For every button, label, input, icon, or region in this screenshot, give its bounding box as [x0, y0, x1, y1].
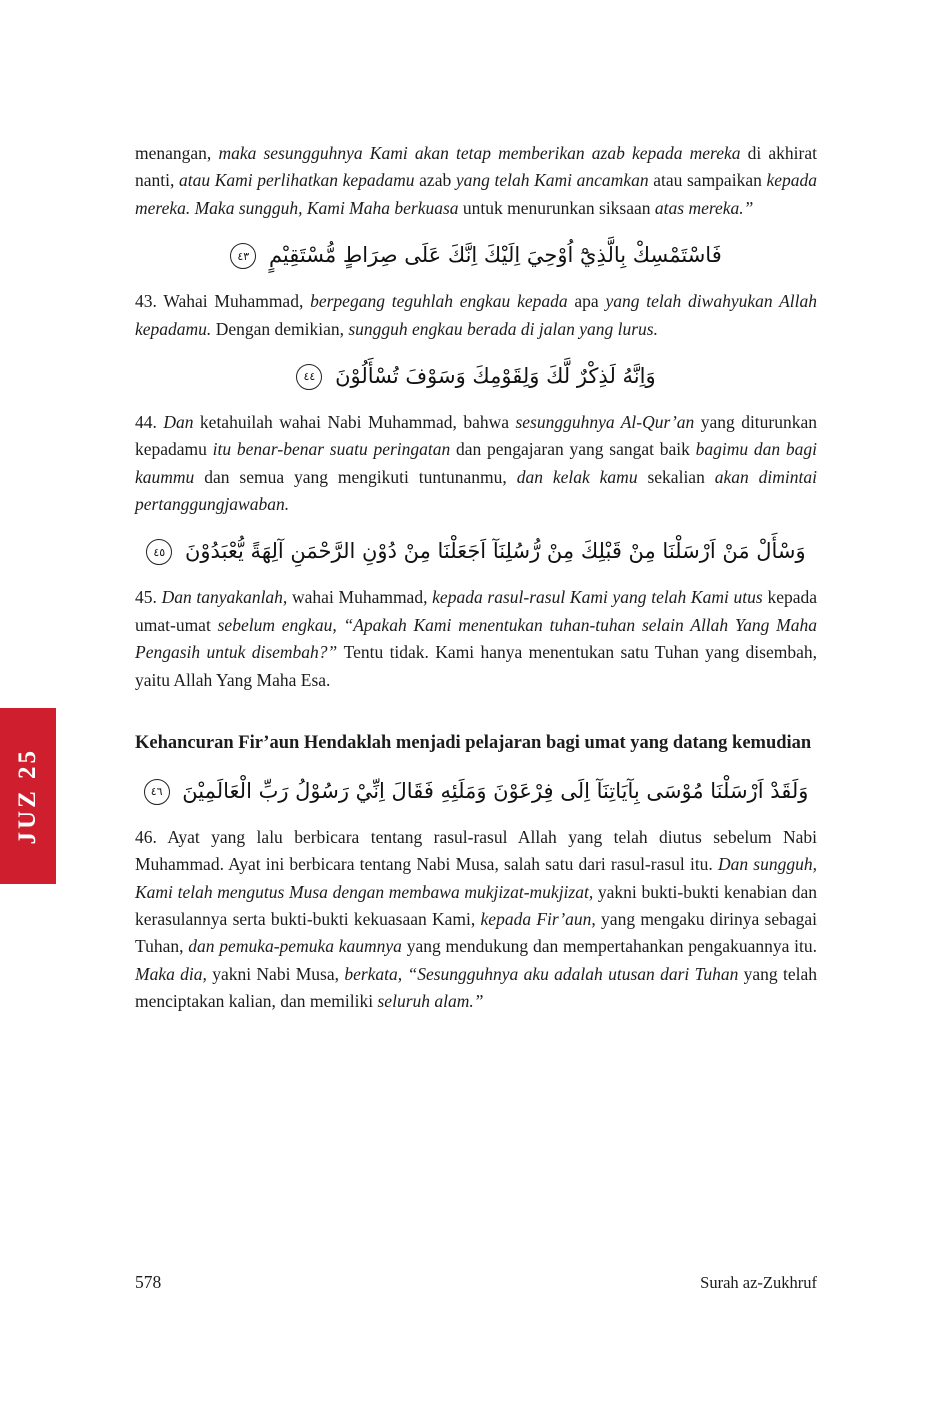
text-run-italic: kepada rasul-rasul Kami yang telah Kami utus: [432, 587, 768, 608]
text-run: 46. Ayat yang lalu berbicara tentang rasul-rasul Allah yang telah diutus sebelum Nabi Muhammad. Ayat ini berbicara tentang Nabi Musa, salah satu dari rasul-rasul itu.: [135, 826, 817, 875]
ayah-number: ٤٦: [144, 779, 170, 805]
text-run-italic: atas mereka.”: [654, 197, 754, 218]
text-run: apa: [574, 291, 606, 312]
text-run: dan pengajaran yang sangat baik: [456, 439, 696, 460]
text-run: 44.: [135, 411, 164, 432]
text-run-italic: dan pemuka-pemuka kaumnya: [188, 936, 407, 957]
arabic-verse: [135, 236, 817, 276]
footer: [135, 1272, 817, 1293]
section-heading: Kehancuran Fir’aun Hendaklah menjadi pelajaran bagi umat yang datang kemudian: [135, 732, 812, 753]
text-run-italic: itu benar-benar suatu peringatan: [212, 439, 456, 460]
text-run: menangan,: [135, 143, 219, 163]
text-run-italic: akan dimintai pertanggungjawaban.: [135, 466, 817, 515]
text-run: sekalian: [647, 466, 715, 487]
surah-name: Surah az-Zukhruf: [700, 1273, 817, 1292]
paragraph: [135, 409, 817, 519]
text-run: 45.: [135, 587, 162, 608]
text-run-italic: bagimu dan bagi kaummu: [135, 439, 817, 487]
text-run: Dengan demikian,: [215, 318, 349, 339]
paragraph: [135, 824, 817, 1016]
arabic-verse: [135, 532, 817, 572]
page-number: 578: [135, 1272, 162, 1292]
text-run-italic: yang telah diwahyukan Allah kepadamu.: [135, 291, 817, 339]
text-run-italic: berkata, “Sesungguhnya aku adalah utusan dari Tuhan: [344, 963, 744, 984]
text-run: 43. Wahai Muhammad,: [135, 291, 311, 312]
ayah-number: ٤٥: [146, 539, 172, 565]
paragraph: [135, 288, 817, 343]
text-run: ketahuilah wahai Nabi Muhammad, bahwa: [199, 411, 516, 432]
text-run-italic: berpegang teguhlah engkau kepada: [310, 291, 575, 312]
paragraph: [135, 584, 817, 694]
text-run-italic: Dan sungguh, Kami telah mengutus Musa dengan membawa mukjizat-mukjizat,: [135, 854, 817, 902]
text-run-italic: Dan: [163, 411, 200, 432]
ayah-number: ٤٤: [296, 364, 322, 390]
text-run-italic: seluruh alam.”: [377, 991, 484, 1012]
arabic-verse-text: فَاسْتَمْسِكْ بِالَّذِيْٓ اُوْحِيَ اِلَيْكَ اِنَّكَ عَلَى صِرَاطٍ مُّسْتَقِيْمٍ: [268, 243, 722, 268]
text-run: atau sampaikan: [648, 170, 767, 191]
text-run-italic: yang telah Kami ancamkan: [455, 170, 649, 191]
arabic-verse-text: وَلَقَدْ اَرْسَلْنَا مُوْسَى بِآيَاتِنَآ اِلَى فِرْعَوْنَ وَمَلَئِهِ فَقَالَ اِنِّيْ رَسُوْلُ رَبِّ الْعَالَمِيْنَ: [182, 778, 809, 803]
text-run-italic: dan kelak kamu: [516, 466, 648, 487]
text-run: yakni Nabi Musa,: [212, 963, 345, 984]
arabic-verse: [135, 772, 817, 812]
text-run: untuk menurunkan siksaan: [458, 197, 655, 218]
arabic-verse: [135, 357, 817, 397]
text-run: azab: [414, 170, 456, 191]
text-run: yang diturunkan kepadamu: [135, 411, 818, 460]
text-run-italic: Maka dia,: [135, 963, 213, 984]
juz-tab: [0, 708, 56, 884]
text-run-italic: Dan tanyakanlah,: [161, 587, 293, 608]
text-run-italic: maka sesungguhnya Kami akan tetap memberikan azab kepada mereka: [218, 143, 741, 163]
text-run: kepada umat-umat: [135, 587, 817, 635]
text-run-italic: atau Kami perlihatkan kepadamu: [179, 170, 415, 191]
arabic-verse-text: وَسْأَلْ مَنْ اَرْسَلْنَا مِنْ قَبْلِكَ مِنْ رُّسُلِنَآ اَجَعَلْنَا مِنْ دُوْنِ الرَّحْمَنِ آلِهَةً يُّعْبَدُوْنَ: [184, 539, 806, 564]
text-run: dan semua yang mengikuti tuntunanmu,: [204, 466, 517, 487]
text-run-italic: kepada mereka. Maka sungguh, Kami Maha berkuasa: [135, 170, 818, 218]
paragraph: [135, 140, 817, 222]
juz-tab-label: JUZ 25: [14, 747, 41, 845]
text-run: yang telah menciptakan kalian, dan memiliki: [135, 963, 817, 1012]
text-run: di akhirat nanti,: [135, 143, 817, 191]
text-run: Tentu tidak. Kami hanya menentukan satu Tuhan yang disembah, yaitu Allah Yang Maha Esa.: [135, 642, 817, 690]
text-run: yakni bukti-bukti kenabian dan kerasulannya serta bukti-bukti kekuasaan Kami,: [135, 881, 817, 930]
text-run-italic: sungguh engkau berada di jalan yang lurus.: [348, 318, 658, 339]
text-run: wahai Muhammad,: [292, 587, 433, 608]
text-run-italic: sesungguhnya Al-Qur’an: [515, 411, 701, 432]
text-run: yang mendukung dan mempertahankan pengakuannya itu.: [406, 936, 817, 957]
text-run-italic: sebelum engkau, “Apakah Kami menentukan tuhan-tuhan selain Allah Yang Maha Pengasih untuk disembah?”: [135, 614, 817, 663]
arabic-verse-text: وَاِنَّهُ لَذِكْرٌ لَّكَ وَلِقَوْمِكَ وَسَوْفَ تُسْأَلُوْنَ: [335, 363, 656, 388]
ayah-number: ٤٣: [230, 243, 256, 269]
page-content: [135, 140, 817, 1024]
text-run-italic: kepada Fir’aun,: [480, 909, 602, 930]
text-run: yang mengaku dirinya sebagai Tuhan,: [135, 909, 818, 957]
